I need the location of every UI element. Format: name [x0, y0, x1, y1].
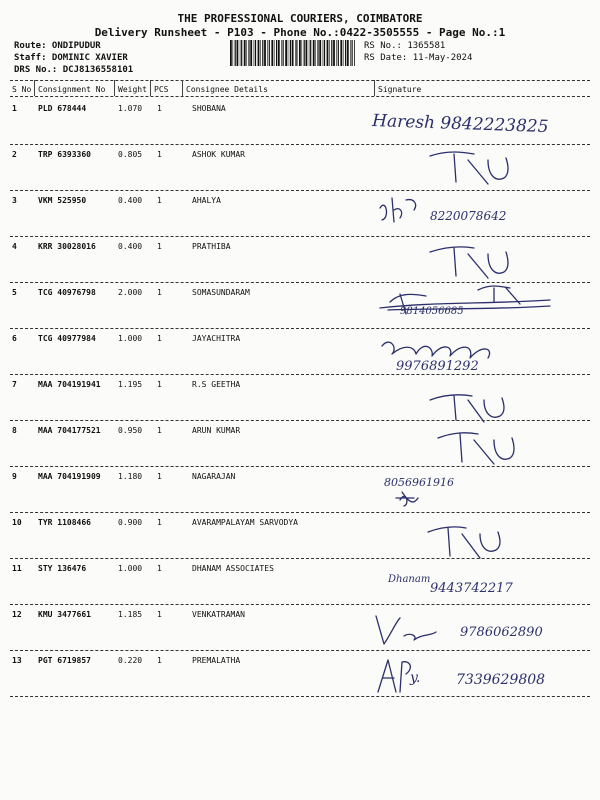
table-row — [0, 606, 600, 651]
svg-text:9786062890: 9786062890 — [460, 625, 543, 640]
row-sno: 10 — [12, 518, 22, 527]
row-consignment-no: VKM 525950 — [38, 196, 87, 205]
rs-date: RS Date: 11-May-2024 — [364, 53, 473, 63]
svg-text:8220078642: 8220078642 — [430, 209, 507, 223]
row-signature — [370, 418, 595, 466]
row-signature — [370, 234, 595, 282]
row-consignee: SHOBANA — [192, 104, 226, 113]
row-signature — [370, 280, 595, 328]
table-row — [0, 468, 600, 513]
barcode — [230, 40, 355, 66]
row-pcs: 1 — [157, 656, 162, 665]
row-pcs: 1 — [157, 104, 162, 113]
table-row — [0, 284, 600, 329]
col-divider — [182, 80, 183, 96]
row-pcs: 1 — [157, 564, 162, 573]
row-weight: 0.220 — [118, 656, 143, 665]
row-signature — [370, 602, 595, 650]
row-weight: 1.000 — [118, 564, 143, 573]
row-consignee: DHANAM ASSOCIATES — [192, 564, 274, 573]
row-weight: 1.180 — [118, 472, 143, 481]
col-sno: S No — [12, 85, 32, 94]
row-consignee: NAGARAJAN — [192, 472, 236, 481]
row-consignee: R.S GEETHA — [192, 380, 241, 389]
row-weight: 0.400 — [118, 242, 143, 251]
row-signature — [370, 372, 595, 420]
row-consignment-no: KRR 30028016 — [38, 242, 96, 251]
col-divider — [374, 80, 375, 96]
row-signature — [370, 464, 595, 512]
svg-text:9814056685: 9814056685 — [400, 306, 464, 317]
row-consignee: PRATHIBA — [192, 242, 231, 251]
row-consignee: AHALYA — [192, 196, 221, 205]
row-consignment-no: MAA 704177521 — [38, 426, 101, 435]
table-row — [0, 376, 600, 421]
route-label: Route: ONDIPUDUR — [14, 41, 101, 51]
row-sno: 13 — [12, 656, 22, 665]
row-consignment-no: TCG 40977984 — [38, 334, 96, 343]
row-sno: 7 — [12, 380, 17, 389]
svg-text:9976891292: 9976891292 — [396, 359, 479, 374]
svg-text:Dhanam: Dhanam — [388, 574, 431, 585]
row-signature — [370, 326, 595, 374]
header-top-rule — [10, 80, 590, 81]
row-signature — [370, 556, 595, 604]
svg-text:9443742217: 9443742217 — [430, 581, 513, 596]
table-row — [0, 652, 600, 697]
row-weight: 0.400 — [118, 196, 143, 205]
col-divider — [34, 80, 35, 96]
row-sno: 8 — [12, 426, 17, 435]
row-signature — [370, 510, 595, 558]
row-pcs: 1 — [157, 610, 162, 619]
row-consignment-no: TYR 1108466 — [38, 518, 91, 527]
row-weight: 0.805 — [118, 150, 143, 159]
row-consignment-no: MAA 704191909 — [38, 472, 101, 481]
row-pcs: 1 — [157, 288, 162, 297]
table-row — [0, 146, 600, 191]
row-weight: 0.950 — [118, 426, 143, 435]
row-consignment-no: PGT 6719857 — [38, 656, 91, 665]
runsheet-subtitle: Delivery Runsheet - P103 - Phone No.:0422-3505555 - Page No.:1 — [94, 26, 506, 39]
row-consignment-no: MAA 704191941 — [38, 380, 101, 389]
row-consignment-no: PLD 678444 — [38, 104, 87, 113]
svg-text:7339629808: 7339629808 — [456, 672, 546, 688]
row-consignee: JAYACHITRA — [192, 334, 241, 343]
row-consignee: SOMASUNDARAM — [192, 288, 250, 297]
col-divider — [114, 80, 115, 96]
table-row — [0, 100, 600, 145]
col-consignment: Consignment No — [38, 85, 106, 94]
drs-number: DRS No.: DCJ8136558101 — [14, 65, 134, 75]
table-row — [0, 192, 600, 237]
svg-text:y.: y. — [410, 670, 421, 686]
row-signature — [370, 96, 595, 144]
row-weight: 1.195 — [118, 380, 143, 389]
table-row — [0, 330, 600, 375]
row-sno: 4 — [12, 242, 17, 251]
row-sno: 1 — [12, 104, 17, 113]
table-row — [0, 514, 600, 559]
row-divider — [10, 696, 590, 697]
table-row — [0, 560, 600, 605]
col-pcs: PCS — [154, 85, 169, 94]
row-weight: 1.000 — [118, 334, 143, 343]
row-consignee: PREMALATHA — [192, 656, 241, 665]
col-consignee: Consignee Details — [186, 85, 268, 94]
row-weight: 0.900 — [118, 518, 143, 527]
row-pcs: 1 — [157, 518, 162, 527]
table-row — [0, 422, 600, 467]
col-weight: Weight — [118, 85, 147, 94]
row-pcs: 1 — [157, 472, 162, 481]
row-sno: 9 — [12, 472, 17, 481]
row-pcs: 1 — [157, 150, 162, 159]
staff-label: Staff: DOMINIC XAVIER — [14, 53, 128, 63]
row-consignment-no: TCG 40976798 — [38, 288, 96, 297]
row-weight: 1.185 — [118, 610, 143, 619]
row-consignment-no: STY 136476 — [38, 564, 87, 573]
row-weight: 1.070 — [118, 104, 143, 113]
col-signature: Signature — [378, 85, 422, 94]
row-pcs: 1 — [157, 242, 162, 251]
row-pcs: 1 — [157, 426, 162, 435]
svg-text:Haresh 9842223825: Haresh 9842223825 — [371, 111, 549, 138]
company-title: THE PROFESSIONAL COURIERS, COIMBATORE — [177, 12, 423, 25]
row-pcs: 1 — [157, 334, 162, 343]
row-signature — [370, 648, 595, 696]
row-pcs: 1 — [157, 196, 162, 205]
row-sno: 11 — [12, 564, 22, 573]
row-sno: 2 — [12, 150, 17, 159]
row-signature — [370, 188, 595, 236]
row-consignee: ARUN KUMAR — [192, 426, 241, 435]
row-sno: 5 — [12, 288, 17, 297]
row-consignee: ASHOK KUMAR — [192, 150, 245, 159]
row-pcs: 1 — [157, 380, 162, 389]
row-consignment-no: TRP 6393360 — [38, 150, 91, 159]
row-sno: 6 — [12, 334, 17, 343]
row-signature — [370, 142, 595, 190]
row-weight: 2.000 — [118, 288, 143, 297]
row-sno: 3 — [12, 196, 17, 205]
row-consignee: AVARAMPALAYAM SARVODYA — [192, 518, 298, 527]
row-consignment-no: KMU 3477661 — [38, 610, 91, 619]
rs-number: RS No.: 1365581 — [364, 41, 446, 51]
row-sno: 12 — [12, 610, 22, 619]
row-consignee: VENKATRAMAN — [192, 610, 245, 619]
table-row — [0, 238, 600, 283]
svg-text:8056961916: 8056961916 — [384, 476, 454, 489]
col-divider — [150, 80, 151, 96]
